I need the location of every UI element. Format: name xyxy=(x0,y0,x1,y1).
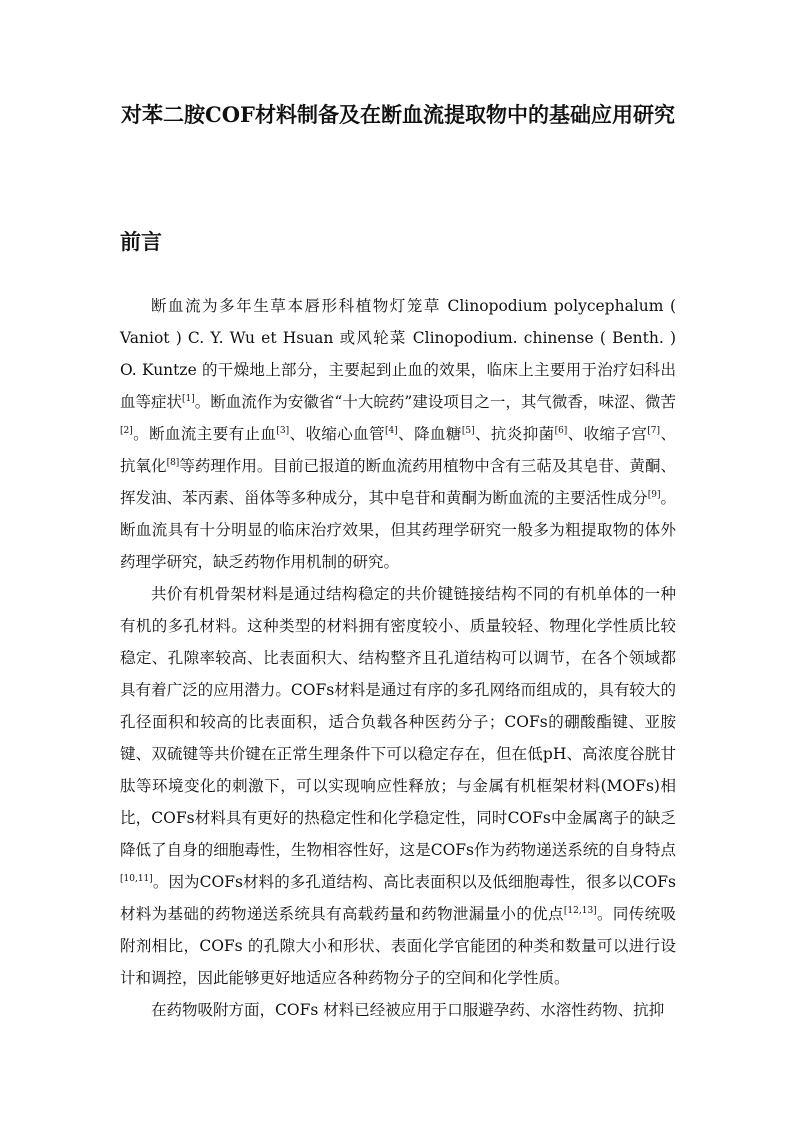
citation-ref: [2] xyxy=(120,425,133,436)
section-heading: 前言 xyxy=(120,229,162,254)
paragraph-text: 。断血流作为安徽省“十大皖药”建设项目之一，其气微香，味涩、微苦 xyxy=(194,393,676,411)
paragraph xyxy=(120,578,676,994)
citation-ref: [9] xyxy=(647,489,661,500)
paragraph xyxy=(120,994,676,1026)
citation-ref: [12,13] xyxy=(563,905,597,916)
citation-ref: [10,11] xyxy=(120,873,153,884)
citation-ref: [6] xyxy=(554,425,568,436)
document-title: 对苯二胺COF材料制备及在断血流提取物中的基础应用研究 xyxy=(121,102,675,127)
citation-ref: [1] xyxy=(182,393,195,404)
paragraph-text: 。断血流具有十分明显的临床治疗效果，但其药理学研究一般多为粗提取物的体外药理学研究，缺乏药物作用机制的研究。 xyxy=(120,489,676,571)
paragraph-text: 等药理作用。目前已报道的断血流药用植物中含有三萜及其皂苷、黄酮、挥发油、苯丙素、甾体等多种成分，其中皂苷和黄酮为断血流的主要活性成分 xyxy=(120,457,676,507)
paragraph-text: 在药物吸附方面，COFs 材料已经被应用于口服避孕药、水溶性药物、抗抑 xyxy=(151,1001,665,1019)
paragraph-text: 。因为COFs材料的多孔道结构、高比表面积以及低细胞毒性，很多以COFs材料为基础的药物递送系统具有高载药量和药物泄漏量小的优点 xyxy=(120,873,676,923)
citation-ref: [3] xyxy=(276,425,290,436)
paragraph-text: 、收缩心血管 xyxy=(289,425,386,443)
paragraph-text: 断血流为多年生草本唇形科植物灯笼草 Clinopodium polycephalum ( Vaniot ) C. Y. Wu et Hsuan 或风轮菜 Clinopodium. chinense ( Benth. ) O. Kuntze 的干燥地上部分，主要起到止血的效果，临床上主要用于治疗妇科出血等症状 xyxy=(120,297,676,411)
paragraph-text: 、降血糖 xyxy=(397,425,462,443)
paragraph-text: 。同传统吸附剂相比，COFs 的孔隙大小和形状、表面化学官能团的种类和数量可以进行设计和调控，因此能够更好地适应各种药物分子的空间和化学性质。 xyxy=(120,905,676,987)
paragraph-text: 、抗炎抑菌 xyxy=(474,425,555,443)
citation-ref: [7] xyxy=(647,425,661,436)
citation-ref: [4] xyxy=(385,425,398,436)
paragraph-text: 、抗氧化 xyxy=(120,425,676,475)
paragraph-text: 、收缩子宫 xyxy=(567,425,648,443)
paragraph xyxy=(120,290,676,578)
paragraph-text: 共价有机骨架材料是通过结构稳定的共价键链接结构不同的有机单体的一种有机的多孔材料。这种类型的材料拥有密度较小、质量较轻、物理化学性质比较稳定、孔隙率较高、比表面积大、结构整齐且孔道结构可以调节，在各个领域都具有着广泛的应用潜力。COFs材料是通过有序的多孔网络而组成的，具有较大的孔径面积和较高的比表面积，适合负载各种医药分子；COFs的硼酸酯键、亚胺键、双硫键等共价键在正常生理条件下可以稳定存在，但在低pH、高浓度谷胱甘肽等环境变化的刺激下，可以实现响应性释放；与金属有机框架材料(MOFs)相比，COFs材料具有更好的热稳定性和化学稳定性，同时COFs中金属离子的缺乏降低了自身的细胞毒性，生物相容性好，这是COFs作为药物递送系统的自身特点 xyxy=(120,585,676,859)
citation-ref: [8] xyxy=(166,457,180,468)
citation-ref: [5] xyxy=(461,425,475,436)
body-text xyxy=(120,290,676,1026)
paragraph-text: 。断血流主要有止血 xyxy=(132,425,277,443)
